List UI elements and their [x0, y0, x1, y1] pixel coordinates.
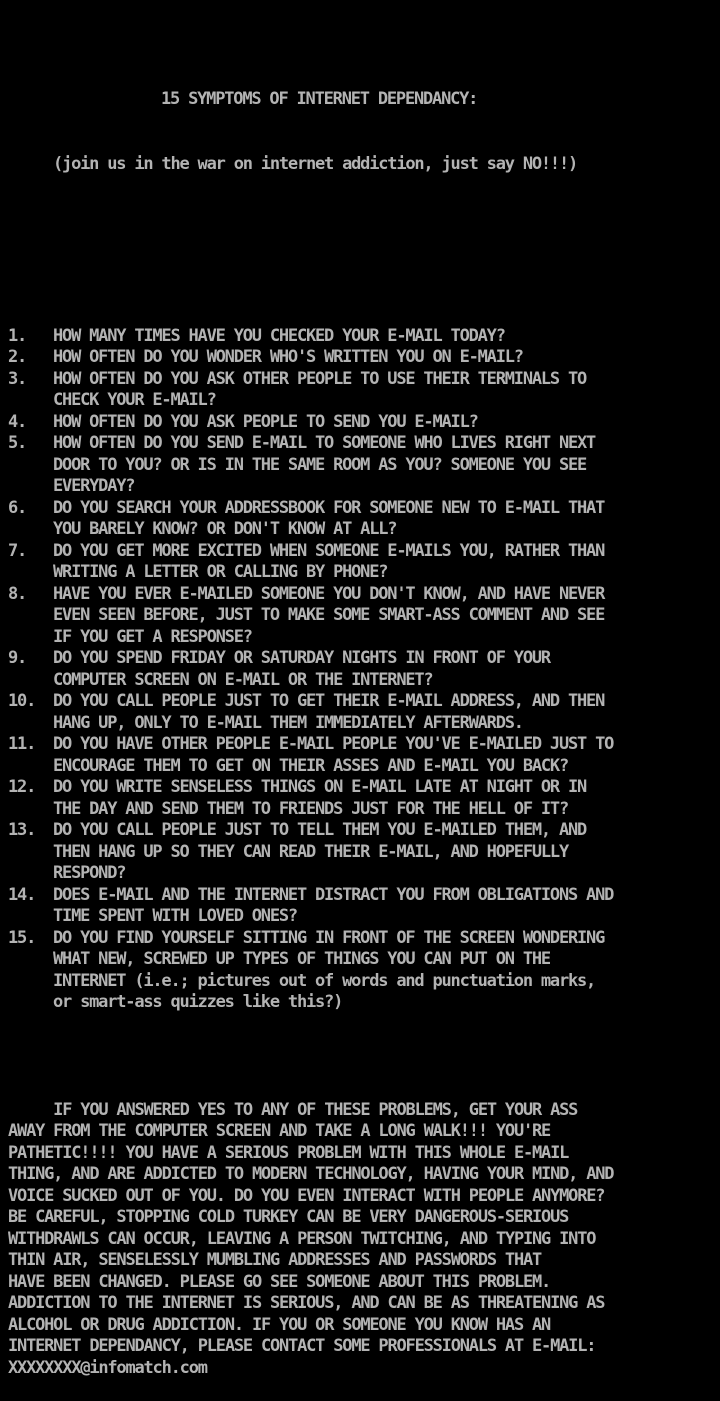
text-line: IF YOU GET A RESPONSE? [53, 626, 252, 647]
list-item [8, 777, 720, 820]
text-line: HANG UP, ONLY TO E-MAIL THEM IMMEDIATELY AFTERWARDS. [53, 712, 523, 733]
item-number: 5. [8, 433, 27, 453]
item-number: 2. [8, 347, 27, 367]
text-line: or smart-ass quizzes like this?) [53, 992, 343, 1012]
text-line: THE DAY AND SEND THEM TO FRIENDS JUST FOR THE HELL OF IT? [53, 798, 568, 819]
list-item [8, 885, 720, 928]
text-line: PATHETIC!!!! YOU HAVE A SERIOUS PROBLEM WITH THIS WHOLE E-MAIL [8, 1142, 569, 1163]
item-number: 7. [8, 540, 27, 561]
text-line: HOW OFTEN DO YOU ASK OTHER PEOPLE TO USE THEIR TERMINALS TO [53, 368, 587, 389]
list-item [8, 326, 720, 348]
text-line: HOW OFTEN DO YOU WONDER WHO'S WRITTEN YOU ON E-MAIL? [53, 347, 523, 367]
text-line: HAVE BEEN CHANGED. PLEASE GO SEE SOMEONE ABOUT THIS PROBLEM. [8, 1271, 551, 1292]
text-line: WITHDRAWLS CAN OCCUR, LEAVING A PERSON TWITCHING, AND TYPING INTO [8, 1228, 596, 1249]
item-text [53, 928, 720, 1014]
item-text [53, 734, 720, 777]
item-number: 15. [8, 927, 36, 948]
text-line: TIME SPENT WITH LOVED ONES? [53, 906, 297, 926]
item-number: 4. [8, 411, 27, 432]
item-text [53, 347, 720, 369]
list-item [8, 369, 720, 412]
item-text [53, 648, 720, 691]
item-text [53, 584, 720, 649]
list-item [8, 820, 720, 885]
list-item [8, 734, 720, 777]
item-text [53, 691, 720, 734]
text-line: IF YOU ANSWERED YES TO ANY OF THESE PROBLEMS, GET YOUR ASS [8, 1099, 578, 1120]
item-number: 13. [8, 820, 36, 840]
item-number: 3. [8, 368, 27, 389]
contact-email: XXXXXXXX@infomatch.com [8, 1357, 207, 1378]
item-text [53, 326, 720, 348]
item-text [53, 820, 720, 885]
symptom-list [8, 326, 720, 1014]
item-text [53, 777, 720, 820]
item-number: 9. [8, 648, 27, 668]
text-line: DO YOU GET MORE EXCITED WHEN SOMEONE E-MAILS YOU, RATHER THAN [53, 540, 605, 561]
text-line: YOU BARELY KNOW? OR DON'T KNOW AT ALL? [53, 519, 397, 539]
item-number: 11. [8, 734, 36, 754]
list-item [8, 347, 720, 369]
text-line: THEN HANG UP SO THEY CAN READ THEIR E-MAIL, AND HOPEFULLY [53, 841, 568, 862]
text-line: HOW MANY TIMES HAVE YOU CHECKED YOUR E-MAIL TODAY? [53, 325, 505, 346]
list-item [8, 691, 720, 734]
text-line: VOICE SUCKED OUT OF YOU. DO YOU EVEN INTERACT WITH PEOPLE ANYMORE? [8, 1185, 605, 1206]
text-line: ALCOHOL OR DRUG ADDICTION. IF YOU OR SOMEONE YOU KNOW HAS AN [8, 1314, 551, 1335]
text-line: DO YOU CALL PEOPLE JUST TO GET THEIR E-MAIL ADDRESS, AND THEN [53, 691, 605, 711]
item-text [53, 369, 720, 412]
text-line: INTERNET (i.e.; pictures out of words and punctuation marks, [53, 970, 596, 991]
text-line: DO YOU SPEND FRIDAY OR SATURDAY NIGHTS IN FRONT OF YOUR [53, 648, 550, 668]
text-line: WRITING A LETTER OR CALLING BY PHONE? [53, 562, 388, 582]
text-line: THIN AIR, SENSELESSLY MUMBLING ADDRESSES AND PASSWORDS THAT [8, 1250, 542, 1270]
text-line: DO YOU HAVE OTHER PEOPLE E-MAIL PEOPLE YOU'VE E-MAILED JUST TO [53, 734, 614, 754]
text-line: DO YOU CALL PEOPLE JUST TO TELL THEM YOU E-MAILED THEM, AND [53, 820, 587, 840]
text-line: HAVE YOU EVER E-MAILED SOMEONE YOU DON'T KNOW, AND HAVE NEVER [53, 583, 605, 604]
text-line: HOW OFTEN DO YOU ASK PEOPLE TO SEND YOU E-MAIL? [53, 411, 478, 432]
item-number: 14. [8, 884, 36, 905]
list-item [8, 584, 720, 649]
text-line: AWAY FROM THE COMPUTER SCREEN AND TAKE A LONG WALK!!! YOU'RE [8, 1121, 551, 1141]
text-line: BE CAREFUL, STOPPING COLD TURKEY CAN BE VERY DANGEROUS-SERIOUS [8, 1207, 569, 1227]
text-line: COMPUTER SCREEN ON E-MAIL OR THE INTERNET? [53, 669, 433, 690]
item-text [53, 433, 720, 498]
page-subtitle: (join us in the war on internet addiction, just say NO!!!) [53, 153, 578, 174]
text-line: EVERYDAY? [53, 476, 135, 496]
item-text [53, 498, 720, 541]
text-line: ENCOURAGE THEM TO GET ON THEIR ASSES AND E-MAIL YOU BACK? [53, 755, 568, 776]
text-line: ADDICTION TO THE INTERNET IS SERIOUS, AND CAN BE AS THREATENING AS [8, 1293, 605, 1313]
text-line: DO YOU SEARCH YOUR ADDRESSBOOK FOR SOMEONE NEW TO E-MAIL THAT [53, 497, 605, 518]
list-item [8, 498, 720, 541]
item-text [53, 885, 720, 928]
list-item [8, 928, 720, 1014]
text-line: DO YOU WRITE SENSELESS THINGS ON E-MAIL LATE AT NIGHT OR IN [53, 777, 587, 797]
list-item [8, 648, 720, 691]
item-number: 10. [8, 691, 36, 711]
list-item [8, 541, 720, 584]
list-item [8, 412, 720, 434]
page-title: 15 SYMPTOMS OF INTERNET DEPENDANCY: [161, 89, 478, 109]
item-text [53, 541, 720, 584]
outro-paragraph [8, 1100, 720, 1380]
text-line: INTERNET DEPENDANCY, PLEASE CONTACT SOME PROFESSIONALS AT E-MAIL: [8, 1336, 596, 1356]
text-line: EVEN SEEN BEFORE, JUST TO MAKE SOME SMART-ASS COMMENT AND SEE [53, 605, 605, 625]
document-header [8, 46, 720, 218]
text-line: RESPOND? [53, 863, 126, 883]
text-line: THING, AND ARE ADDICTED TO MODERN TECHNOLOGY, HAVING YOUR MIND, AND [8, 1164, 614, 1184]
list-item [8, 433, 720, 498]
item-number: 6. [8, 497, 27, 518]
text-line: HOW OFTEN DO YOU SEND E-MAIL TO SOMEONE WHO LIVES RIGHT NEXT [53, 433, 596, 453]
item-number: 8. [8, 583, 27, 604]
text-line: DO YOU FIND YOURSELF SITTING IN FRONT OF THE SCREEN WONDERING [53, 927, 605, 948]
item-number: 12. [8, 777, 36, 797]
item-number: 1. [8, 325, 27, 346]
text-line: WHAT NEW, SCREWED UP TYPES OF THINGS YOU CAN PUT ON THE [53, 949, 550, 969]
text-line: DOOR TO YOU? OR IS IN THE SAME ROOM AS YOU? SOMEONE YOU SEE [53, 454, 587, 475]
item-text [53, 412, 720, 434]
text-line: CHECK YOUR E-MAIL? [53, 390, 216, 410]
text-line: DOES E-MAIL AND THE INTERNET DISTRACT YOU FROM OBLIGATIONS AND [53, 884, 614, 905]
